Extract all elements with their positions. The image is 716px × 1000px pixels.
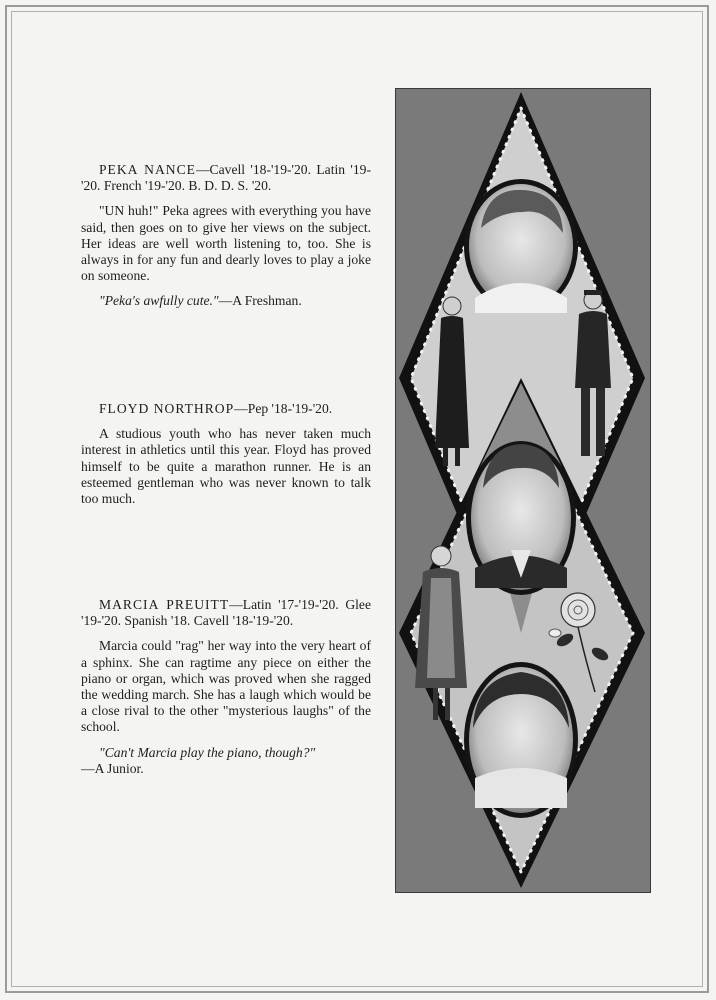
entry-heading — [81, 401, 371, 417]
marcia-portrait — [464, 662, 578, 818]
entry-marcia-preuitt — [81, 597, 371, 777]
student-name: MARCIA PREUITT — [99, 597, 230, 612]
floyd-portrait — [466, 441, 576, 595]
entry-heading — [81, 597, 371, 629]
student-activities: —Cavell '18-'19-'20. Latin '19-'20. French '19-'20. B. D. D. S. '20. — [81, 162, 371, 194]
quote-text: "Peka's awfully cute." — [99, 293, 219, 309]
entry-heading — [81, 162, 371, 194]
student-quote — [81, 293, 371, 309]
student-name: PEKA NANCE — [99, 162, 196, 177]
student-quote — [81, 745, 371, 761]
quote-attribution: —A Freshman. — [218, 293, 302, 309]
student-description: "UN huh!" Peka agrees with everything you have said, then goes on to give her views on the subject. Her ideas are well worth listening to, too. She is always in for any fun and dearly loves to play a joke on someone. — [81, 203, 371, 284]
quote-text: "Can't Marcia play the piano, though?" — [99, 744, 316, 760]
student-description: Marcia could "rag" her way into the very heart of a sphinx. She can ragtime any piece on either the piano or organ, which was proved when she ragged the wedding march. She has a laugh which would be a close rival to the other "mysterious laughs" of the school. — [81, 638, 371, 735]
quote-attribution: —A Junior. — [81, 760, 144, 776]
photo-panel-artwork — [395, 88, 651, 893]
entry-floyd-northrop — [81, 401, 371, 507]
photo-panel — [395, 88, 651, 893]
peka-portrait — [464, 179, 578, 313]
student-activities: —Latin '17-'19-'20. Glee '19-'20. Spanish '18. Cavell '18-'19-'20. — [81, 597, 371, 629]
entry-peka-nance — [81, 162, 371, 310]
student-name: FLOYD NORTHROP — [99, 401, 235, 416]
student-description: A studious youth who has never taken much interest in athletics until this year. Floyd has proved himself to be quite a marathon runner. He is an esteemed gentleman who was never known to talk too much. — [81, 426, 371, 507]
student-activities: —Pep '18-'19-'20. — [234, 401, 333, 416]
